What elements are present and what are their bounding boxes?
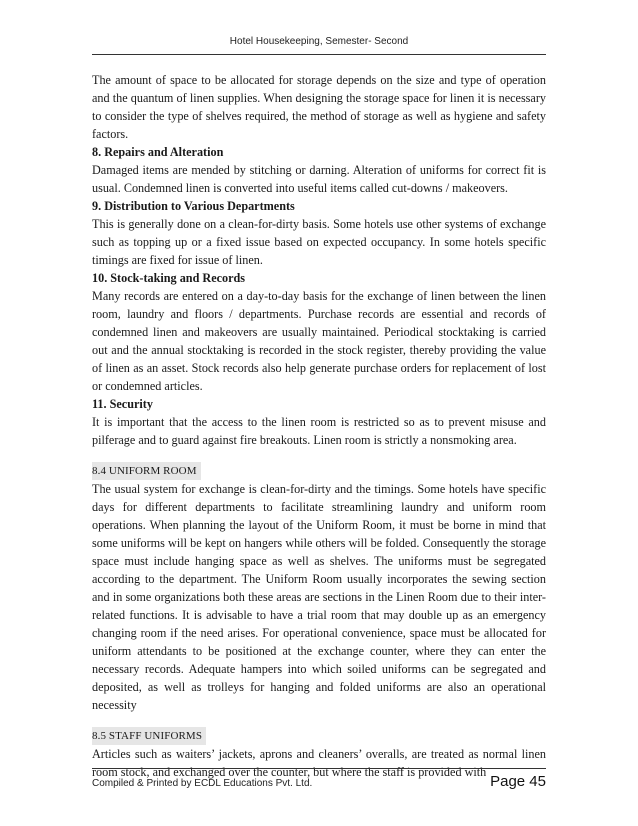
header-rule: [92, 54, 546, 55]
intro-paragraph: The amount of space to be allocated for storage depends on the size and type of operation and the quantum of linen supplies. When designing the storage space for linen it is necessary to consider the type of shelves required, the method of storage as well as hygiene and safety factors.: [92, 73, 546, 141]
footer-publisher: Compiled & Printed by ECDL Educations Pvt. Ltd.: [92, 778, 313, 789]
section-title-uniform-room: 8.4 UNIFORM ROOM: [92, 462, 201, 480]
running-header: Hotel Housekeeping, Semester- Second: [229, 36, 409, 47]
heading-security: 11. Security: [92, 397, 153, 411]
footer-rule: [92, 768, 546, 769]
paragraph-repairs: Damaged items are mended by stitching or darning. Alteration of uniforms for correct fit is usual. Condemned linen is converted into useful items called cut-downs / makeovers.: [92, 163, 546, 195]
paragraph-distribution: This is generally done on a clean-for-dirty basis. Some hotels use other systems of exchange such as topping up or a fixed issue based on expected occupancy. In some hotels specific timings are fixed for issue of linen.: [92, 217, 546, 267]
paragraph-stocktaking: Many records are entered on a day-to-day basis for the exchange of linen between the linen room, laundry and floors / departments. Purchase records are essential and records of condemned linen and makeovers are usually maintained. Periodical stocktaking is carried out and the annual stocktaking is recorded in the stock register, thereby providing the value of linen as an asset. Stock records also help generate purchase orders for replacement of lost or condemned articles.: [92, 289, 546, 393]
section-staff-uniforms: [92, 726, 546, 781]
heading-stocktaking: 10. Stock-taking and Records: [92, 271, 246, 285]
heading-repairs: 8. Repairs and Alteration: [92, 145, 224, 159]
page-number: Page 45: [490, 773, 546, 790]
paragraph-staff-uniforms: Articles such as waiters’ jackets, aprons and cleaners’ overalls, are treated as normal linen room stock, and exchanged over the counter, but where the staff is provided with: [92, 747, 546, 779]
page-content: [92, 71, 546, 781]
section-uniform-room: [92, 461, 546, 714]
heading-distribution: 9. Distribution to Various Departments: [92, 199, 295, 213]
section-title-staff-uniforms: 8.5 STAFF UNIFORMS: [92, 727, 206, 745]
paragraph-security: It is important that the access to the linen room is restricted so as to prevent misuse and pilferage and to guard against fire breakouts. Linen room is strictly a nonsmoking area.: [92, 415, 546, 447]
paragraph-uniform-room: The usual system for exchange is clean-for-dirty and the timings. Some hotels have specific days for different departments to facilitate streamlining laundry and uniform room operations. When planning the layout of the Uniform Room, it must be borne in mind that some uniforms will be kept on hangers while others will be folded. Consequently the storage space must include hanging space as well as shelves. The uniforms must be segregated according to the department. The Uniform Room usually incorporates the sewing section and in some organizations both these areas are sections in the Linen Room due to their inter-related functions. It is advisable to have a trial room that may double up as an emergency changing room if the need arises. For operational convenience, space must be allocated for uniform attendants to be positioned at the exchange counter, where they can enter the necessary records. Adequate hampers into which soiled uniforms can be segregated and deposited, as well as trolleys for hanging and folded uniforms are also an operational necessity: [92, 482, 546, 712]
